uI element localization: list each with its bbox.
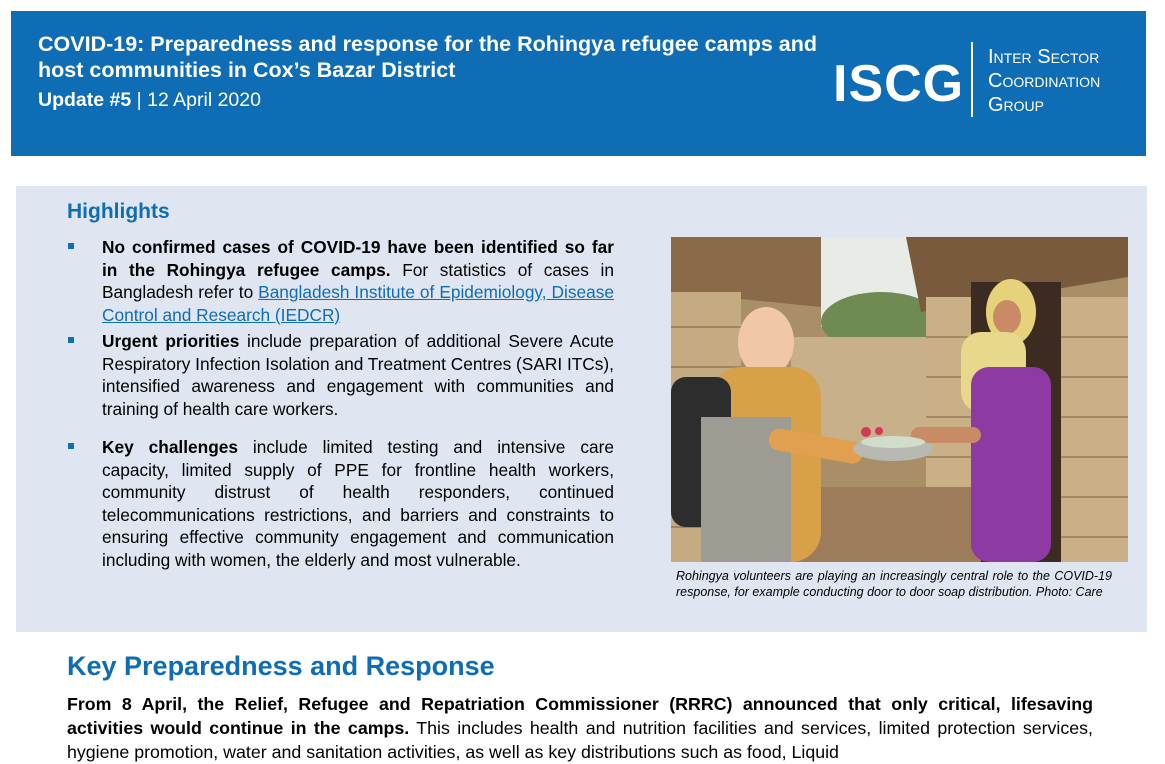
header-banner: [11, 11, 1146, 156]
bullet-2-text: include preparation of additional Severe Acute Respiratory Infection Isolation and Treatment Centres (SARI ITCs), intensified awareness and engagement with communities and training of health care workers.: [102, 331, 614, 419]
report-title: COVID-19: Preparedness and response for the Rohingya refugee camps and host communities in Cox’s Bazar District: [38, 32, 817, 82]
update-date: 12 April 2020: [147, 89, 261, 111]
logo-divider: [971, 42, 973, 117]
bullet-1-text: For statistics of cases in Bangladesh refer to: [102, 259, 614, 302]
highlight-bullet-2: [102, 330, 614, 420]
bullet-1-bold: No confirmed cases of COVID-19 have been identified so far in the Rohingya refugee camps.: [102, 237, 614, 280]
bullet-square-icon: [68, 243, 74, 249]
highlight-bullet-1: [102, 236, 614, 326]
bullet-square-icon: [68, 443, 74, 449]
iedcr-link[interactable]: Bangladesh Institute of Epidemiology, Disease Control and Research (IEDCR): [102, 282, 614, 325]
highlights-section: [16, 186, 1147, 632]
key-preparedness-paragraph: [67, 692, 1093, 764]
bullet-3-text: include limited testing and intensive care capacity, limited supply of PPE for frontline health workers, community distrust of health responders, continued telecommunications restrictions, and barriers and constraints to ensuring effective community engagement and communication including with women, the elderly and most vulnerable.: [102, 437, 614, 570]
logo-line-2: Coordination: [988, 70, 1101, 92]
kpr-bold: From 8 April, the Relief, Refugee and Repatriation Commissioner (RRRC) announced that only critical, lifesaving activities would continue in the camps.: [67, 694, 1093, 738]
photo-illustration: [671, 237, 1128, 562]
logo-line-1: Inter Sector: [988, 46, 1100, 68]
bullet-3-bold: Key challenges: [102, 437, 238, 457]
logo-subtitle: [988, 45, 1100, 117]
photo-caption: Rohingya volunteers are playing an increasingly central role to the COVID-19 response, for example conducting door to door soap distribution. Photo: Care: [676, 569, 1112, 599]
kpr-text: This includes health and nutrition facilities and services, limited protection services, hygiene promotion, water and sanitation activities, as well as key distributions such as food, Liquid: [67, 718, 1093, 762]
iscg-logo: ISCG: [833, 55, 965, 113]
update-separator: |: [131, 89, 148, 111]
update-line: [38, 89, 261, 112]
update-label: Update #5: [38, 89, 132, 111]
highlight-bullet-3: [102, 436, 614, 571]
highlights-title: Highlights: [67, 200, 170, 223]
bullet-square-icon: [68, 337, 74, 343]
logo-line-3: Group: [988, 94, 1045, 116]
volunteers-photo: [671, 237, 1128, 562]
bullet-2-bold: Urgent priorities: [102, 331, 240, 351]
section-title-key-preparedness: Key Preparedness and Response: [67, 651, 495, 681]
